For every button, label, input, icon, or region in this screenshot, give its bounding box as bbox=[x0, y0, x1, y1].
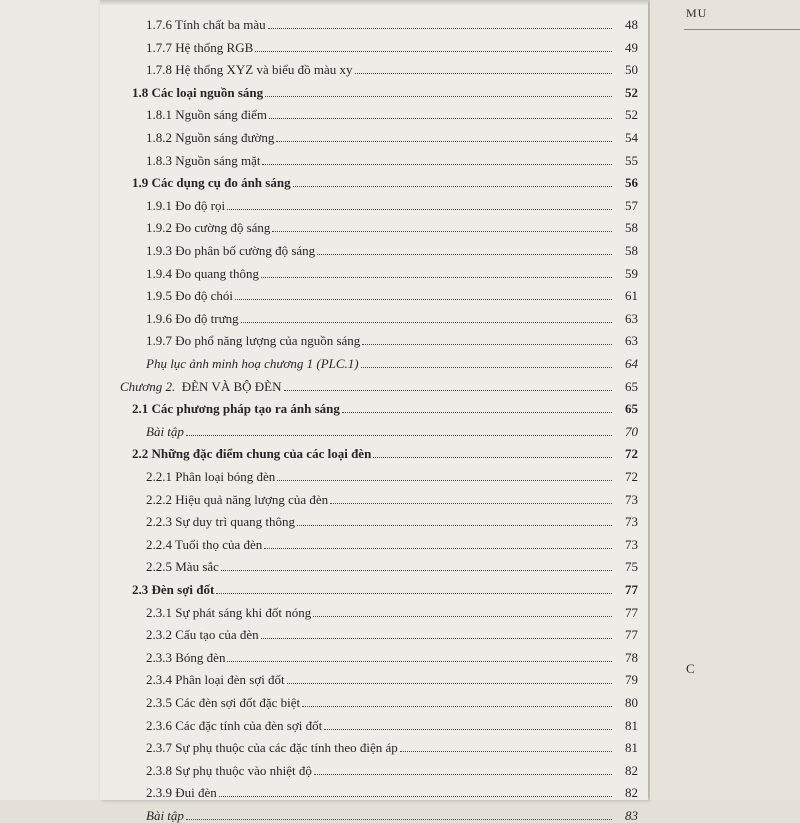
dot-leader bbox=[355, 73, 612, 74]
toc-page-number: 77 bbox=[625, 627, 638, 643]
toc-page-number: 81 bbox=[625, 740, 638, 756]
toc-entry bbox=[146, 215, 638, 235]
toc-page-number: 58 bbox=[625, 220, 638, 236]
toc-entry-title: 2.2.5 Màu sắc bbox=[146, 559, 219, 575]
toc-entry bbox=[146, 713, 638, 733]
dot-leader bbox=[261, 277, 612, 278]
toc-page-number: 52 bbox=[625, 84, 638, 100]
dot-leader bbox=[287, 683, 612, 684]
dot-leader bbox=[216, 593, 612, 594]
toc-page-number: 77 bbox=[625, 604, 638, 620]
toc-page-number: 81 bbox=[625, 717, 638, 733]
toc-entry bbox=[146, 600, 638, 620]
adjacent-page-header: MU bbox=[686, 6, 708, 20]
background-left bbox=[0, 0, 100, 800]
toc-entry-title: Bài tập bbox=[146, 808, 184, 823]
toc-entry bbox=[146, 780, 638, 800]
toc-page-number: 80 bbox=[625, 695, 638, 710]
toc-entry bbox=[146, 351, 638, 371]
dot-leader bbox=[330, 503, 612, 504]
toc-page-number: 82 bbox=[625, 762, 638, 778]
toc-entry-title: 1.7.6 Tính chất ba màu bbox=[146, 17, 266, 32]
toc-entry bbox=[146, 193, 638, 213]
adjacent-page-rule bbox=[684, 29, 800, 30]
toc-entry-title: 1.9.4 Đo quang thông bbox=[146, 265, 260, 281]
dot-leader bbox=[302, 706, 612, 707]
toc-entry-title: 2.2 Những đặc điểm chung của các loại đèn bbox=[132, 446, 372, 462]
toc-entry bbox=[132, 577, 638, 597]
dot-leader bbox=[269, 118, 612, 119]
toc-entry-title: 1.9.1 Đo độ rọi bbox=[146, 197, 226, 213]
toc-entry-title: 1.8.1 Nguồn sáng điểm bbox=[146, 107, 267, 123]
toc-entry bbox=[146, 735, 638, 755]
dot-leader bbox=[272, 231, 612, 232]
toc-entry bbox=[146, 283, 638, 303]
toc-entry bbox=[146, 328, 638, 348]
toc-entry-title: 1.8.2 Nguồn sáng đường bbox=[146, 130, 275, 145]
toc-page-number: 73 bbox=[625, 514, 638, 530]
dot-leader bbox=[284, 390, 613, 391]
toc-page-number: 82 bbox=[625, 785, 638, 801]
toc-page-number: 70 bbox=[625, 423, 638, 439]
toc-entry bbox=[146, 306, 638, 326]
dot-leader bbox=[219, 796, 612, 797]
toc-entry-title: 1.9.6 Đo độ trưng bbox=[146, 310, 239, 326]
toc-entry-title: Phụ lục ảnh minh hoạ chương 1 (PLC.1) bbox=[146, 356, 359, 371]
toc-entry bbox=[146, 667, 638, 687]
toc-page-number: 77 bbox=[625, 582, 638, 597]
toc-page-number: 75 bbox=[625, 559, 638, 575]
toc-page-number: 72 bbox=[625, 469, 638, 484]
adjacent-page bbox=[650, 0, 800, 800]
dot-leader bbox=[361, 367, 612, 368]
toc-entry-title: 2.3.5 Các đèn sợi đốt đặc biệt bbox=[146, 695, 301, 710]
toc-entry bbox=[146, 758, 638, 778]
dot-leader bbox=[227, 661, 612, 662]
dot-leader bbox=[293, 186, 612, 187]
toc-page-number: 65 bbox=[625, 378, 638, 394]
toc-entry bbox=[146, 125, 638, 145]
toc-entry-title: 1.9 Các dụng cụ đo ánh sáng bbox=[132, 175, 291, 191]
toc-entry bbox=[146, 803, 638, 823]
dot-leader bbox=[227, 209, 612, 210]
toc-entry-title: 2.3.2 Cấu tạo của đèn bbox=[146, 627, 259, 643]
toc-entry bbox=[146, 148, 638, 168]
toc-entry-title: 1.9.3 Đo phân bố cường độ sáng bbox=[146, 243, 316, 258]
toc-entry bbox=[146, 554, 638, 574]
toc-entry-title: 1.7.7 Hệ thống RGB bbox=[146, 39, 254, 55]
toc-entry-title: 2.3.1 Sự phát sáng khi đốt nóng bbox=[146, 604, 312, 620]
dot-leader bbox=[241, 322, 612, 323]
toc-page-number: 56 bbox=[625, 175, 638, 191]
dot-leader bbox=[297, 525, 612, 526]
dot-leader bbox=[314, 774, 612, 775]
toc-entry-title: Bài tập bbox=[146, 423, 184, 439]
toc-entry bbox=[132, 441, 638, 461]
toc-entry bbox=[146, 57, 638, 77]
dot-leader bbox=[265, 96, 612, 97]
dot-leader bbox=[221, 570, 612, 571]
toc-entry-title: 2.2.2 Hiệu quả năng lượng của đèn bbox=[146, 491, 329, 507]
adjacent-page-margin-mark: C bbox=[686, 661, 695, 676]
toc-entry-title bbox=[120, 379, 284, 394]
toc-entry-title: 1.8.3 Nguồn sáng mặt bbox=[146, 152, 261, 168]
dot-leader bbox=[186, 435, 612, 436]
toc-entry-title: 1.9.2 Đo cường độ sáng bbox=[146, 220, 271, 236]
book-page bbox=[100, 0, 648, 823]
toc-page-number: 55 bbox=[625, 152, 638, 168]
toc-entry-title: 2.3 Đèn sợi đốt bbox=[132, 582, 215, 597]
toc-entry bbox=[146, 690, 638, 710]
toc-entry-title: 2.3.6 Các đặc tính của đèn sợi đốt bbox=[146, 717, 323, 733]
toc-entry bbox=[146, 419, 638, 439]
dot-leader bbox=[277, 480, 612, 481]
toc-entry-title: 1.8 Các loại nguồn sáng bbox=[132, 84, 264, 100]
toc-page-number: 48 bbox=[625, 17, 638, 32]
toc-entry bbox=[146, 464, 638, 484]
toc-page-number: 52 bbox=[625, 107, 638, 123]
toc-entry-title: 1.9.5 Đo độ chói bbox=[146, 288, 234, 304]
toc-page-number: 79 bbox=[625, 672, 638, 688]
toc-page-number: 59 bbox=[625, 265, 638, 281]
toc-page-number: 72 bbox=[625, 446, 638, 462]
toc-entry-title: 2.3.8 Sự phụ thuộc vào nhiệt độ bbox=[146, 762, 312, 778]
toc-entry-title: 2.3.4 Phân loại đèn sợi đốt bbox=[146, 672, 285, 688]
dot-leader bbox=[373, 457, 612, 458]
dot-leader bbox=[342, 412, 612, 413]
dot-leader bbox=[276, 141, 612, 142]
toc-entry bbox=[132, 170, 638, 190]
toc-entry bbox=[146, 35, 638, 55]
dot-leader bbox=[255, 51, 612, 52]
dot-leader bbox=[268, 28, 612, 29]
toc-page-number: 58 bbox=[625, 243, 638, 258]
dot-leader bbox=[317, 254, 612, 255]
toc-page-number: 54 bbox=[625, 130, 638, 145]
toc-entry-title: 2.2.4 Tuổi thọ của đèn bbox=[146, 536, 263, 552]
toc-page-number: 65 bbox=[625, 401, 638, 417]
dot-leader bbox=[264, 548, 612, 549]
toc-entry-title: 2.2.3 Sự duy trì quang thông bbox=[146, 514, 295, 530]
toc-entry bbox=[132, 396, 638, 416]
toc-entry bbox=[146, 261, 638, 281]
toc-entry bbox=[146, 645, 638, 665]
toc-entry bbox=[146, 12, 638, 32]
dot-leader bbox=[313, 616, 612, 617]
dot-leader bbox=[324, 729, 612, 730]
toc-entry bbox=[132, 80, 638, 100]
dot-leader bbox=[262, 164, 612, 165]
toc-entry bbox=[146, 487, 638, 507]
dot-leader bbox=[235, 299, 612, 300]
toc-entry-title: 2.2.1 Phân loại bóng đèn bbox=[146, 469, 276, 484]
toc-page-number: 63 bbox=[625, 310, 638, 326]
toc-page-number: 73 bbox=[625, 491, 638, 507]
toc-page-number: 50 bbox=[625, 62, 638, 78]
dot-leader bbox=[362, 344, 612, 345]
toc-entry-title: 2.1 Các phương pháp tạo ra ánh sáng bbox=[132, 401, 340, 417]
toc-entry-title: 1.7.8 Hệ thống XYZ và biểu đồ màu xy bbox=[146, 62, 353, 78]
toc-entry bbox=[120, 374, 638, 394]
toc-entry bbox=[146, 509, 638, 529]
toc-page-number: 49 bbox=[625, 39, 638, 55]
toc-page-number: 63 bbox=[625, 333, 638, 349]
toc-entry-title: 2.3.9 Đui đèn bbox=[146, 785, 217, 801]
toc-page-number: 83 bbox=[625, 808, 638, 823]
toc-entry-title: 2.3.3 Bóng đèn bbox=[146, 649, 226, 665]
toc-page-number: 73 bbox=[625, 536, 638, 552]
dot-leader bbox=[261, 638, 612, 639]
toc-entry bbox=[146, 238, 638, 258]
toc-page-number: 64 bbox=[625, 356, 638, 371]
toc-entry-title: 1.9.7 Đo phổ năng lượng của nguồn sáng bbox=[146, 333, 361, 349]
toc-page-number: 61 bbox=[625, 288, 638, 304]
toc-page-number: 57 bbox=[625, 197, 638, 213]
toc-entry-title: 2.3.7 Sự phụ thuộc của các đặc tính theo điện áp bbox=[146, 740, 398, 756]
dot-leader bbox=[186, 819, 612, 820]
toc-entry bbox=[146, 102, 638, 122]
chapter-prefix: Chương 2. bbox=[120, 378, 176, 394]
toc-entry bbox=[146, 532, 638, 552]
chapter-title: ĐÈN VÀ BỘ ĐÈN bbox=[181, 378, 282, 394]
toc-entry bbox=[146, 622, 638, 642]
toc-page-number: 78 bbox=[625, 649, 638, 665]
dot-leader bbox=[400, 751, 612, 752]
